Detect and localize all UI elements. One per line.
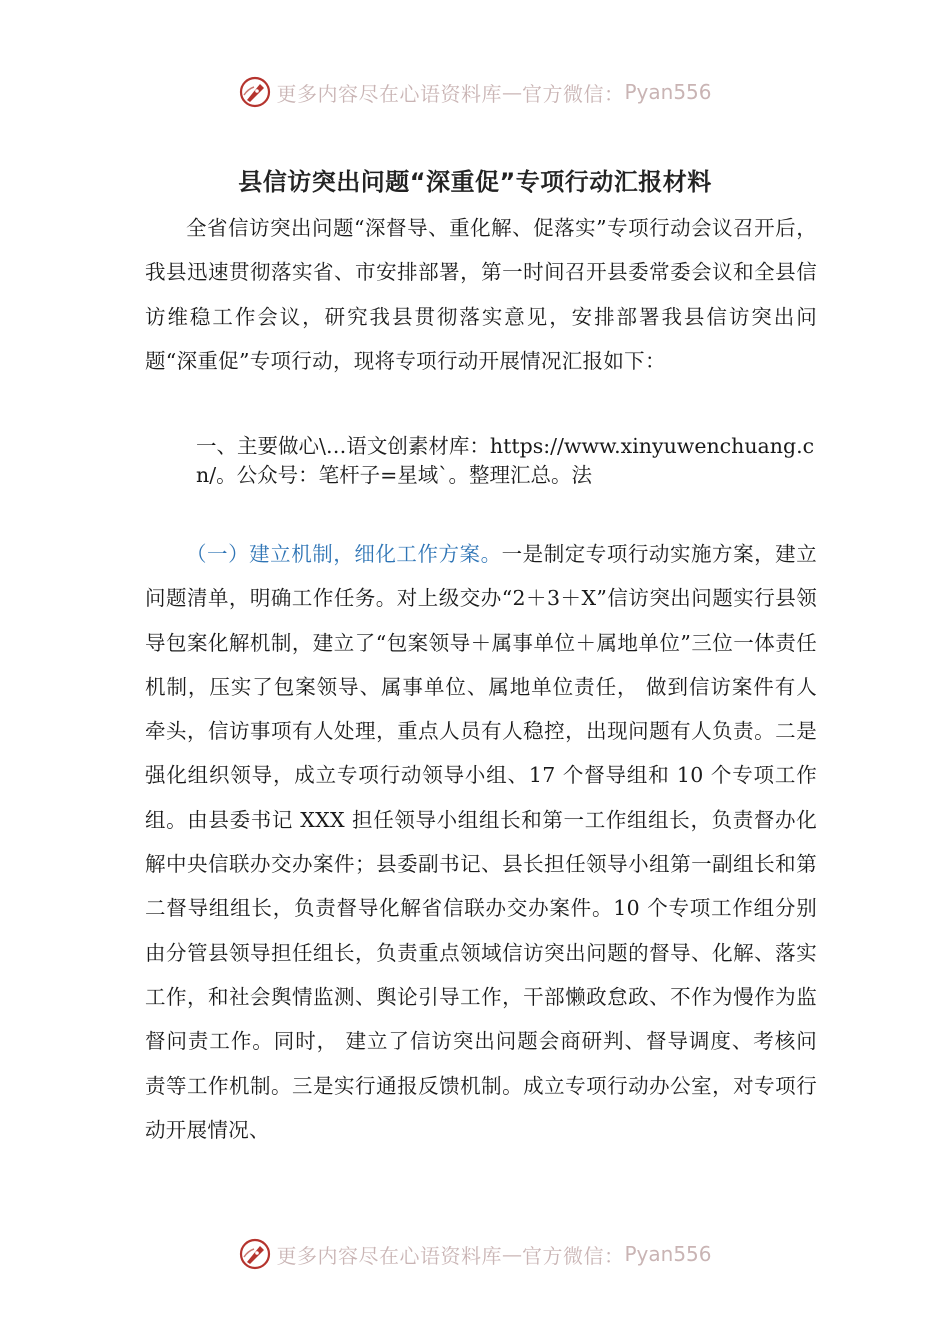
subsection-body-1: 一是制定专项行动实施方案，建立问题清单，明确工作任务。对上级交办“2＋3＋X”信访突出问题实行县领导包案化解机制，建立了“包案领导＋属事单位＋属地单位”三位一体责任机制，压实了包案领导、属事单位、属地单位责任， 做到信访案件有人牵头，信访事项有人处理，重点人员有人稳控，出现问题有人负责。二是强化组织领导，成立专项行动领导小组、17 个督导组和 10 个专项工作组。由县委书记 XXX 担任领导小组组长和第一工作组组长，负责督办化解中央信联办交办案件；县委副书记、县长担任领导小组第一副组长和第二督导组组长，负责督导化解省信联办交办案件。10 个专项工作组分别由分管县领导担任组长，负责重点领域信访突出问题的督导、化解、落实工作，和社会舆情监测、舆论引导工作，干部懒政怠政、不作为慢作为监督问责工作。同时， 建立了信访突出问题会商研判、督导调度、考核问责等工作机制。三是实行通报反馈机制。成立专项行动办公室，对专项行动开展情况、 bbox=[145, 542, 818, 1142]
watermark-wechat-label: 官方微信： bbox=[521, 81, 625, 106]
footer-watermark bbox=[0, 1234, 950, 1274]
watermark-separator: — bbox=[501, 80, 522, 104]
header-watermark bbox=[0, 72, 950, 112]
subsection-heading-1: （一）建立机制，细化工作方案。 bbox=[186, 542, 502, 566]
pen-nib-logo-icon bbox=[238, 1237, 272, 1271]
watermark-wechat-id: Pyan556 bbox=[624, 80, 712, 104]
subsection-paragraph-1 bbox=[145, 532, 817, 1152]
watermark-wechat-id: Pyan556 bbox=[624, 1242, 712, 1266]
watermark-text: 更多内容尽在心语资料库 bbox=[276, 1243, 502, 1268]
watermark-wechat-label: 官方微信： bbox=[521, 1243, 625, 1268]
intro-paragraph: 全省信访突出问题“深督导、重化解、促落实”专项行动会议召开后，我县迅速贯彻落实省、市安排部署，第一时间召开县委常委会议和全县信访维稳工作会议，研究我县贯彻落实意见，安排部署我县信访突出问题“深重促”专项行动，现将专项行动开展情况汇报如下： bbox=[145, 216, 817, 373]
watermark-text: 更多内容尽在心语资料库 bbox=[276, 81, 502, 106]
pen-nib-logo-icon bbox=[238, 75, 272, 109]
watermark-separator: — bbox=[501, 1242, 522, 1266]
document-title: 县信访突出问题“深重促”专项行动汇报材料 bbox=[238, 168, 712, 196]
section-heading-1: 一、主要做心\…语文创素材库：https://www.xinyuwenchuang.cn/。公众号：笔杆子=星域`。整理汇总。法 bbox=[196, 434, 815, 487]
